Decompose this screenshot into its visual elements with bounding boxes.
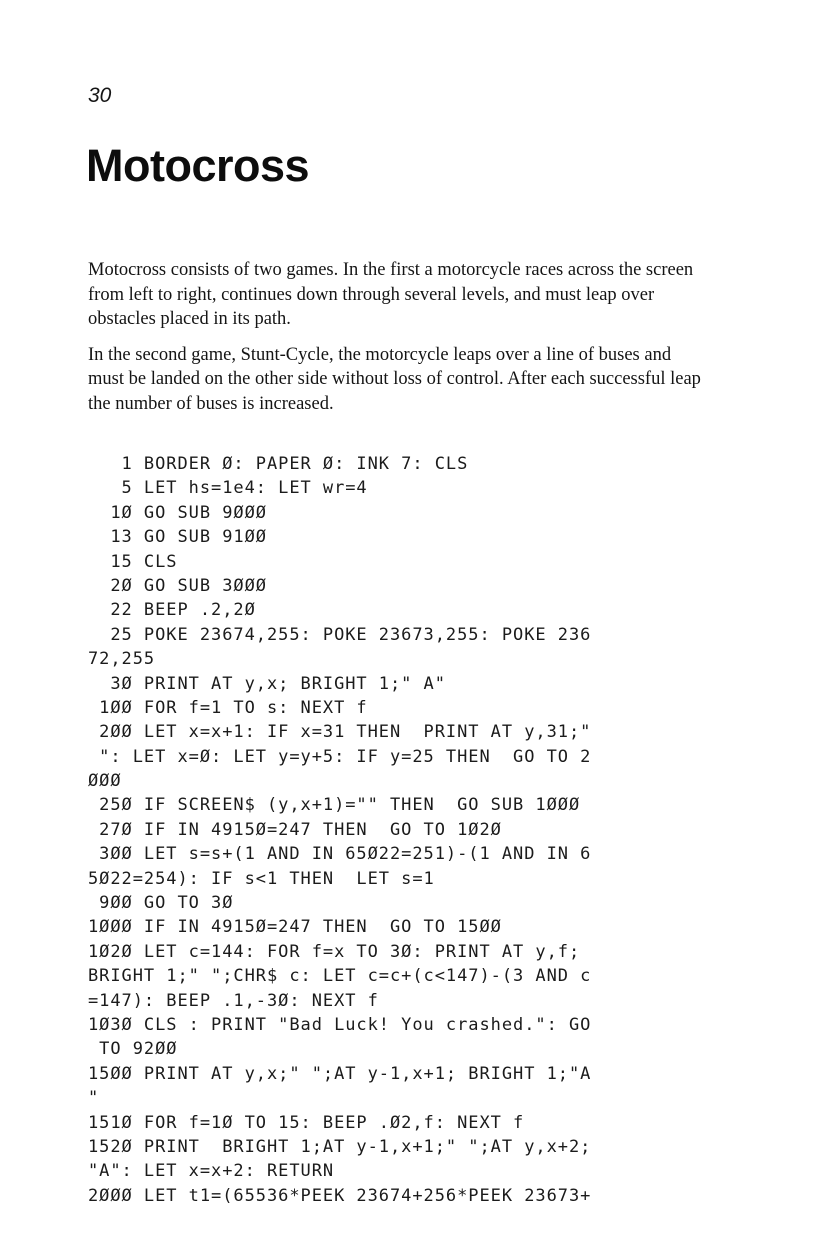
code-line: 1Ø3Ø CLS : PRINT "Bad Luck! You crashed.": GO — [88, 1014, 592, 1035]
code-line: 152Ø PRINT BRIGHT 1;AT y-1,x+1;" ";AT y,x+2; — [88, 1136, 592, 1157]
code-line: TO 92ØØ — [88, 1039, 178, 1060]
code-line: 5Ø22=254): IF s<1 THEN LET s=1 — [88, 868, 435, 889]
code-line: 15 CLS — [88, 551, 178, 572]
code-line: 2ØØØ LET t1=(65536*PEEK 23674+256*PEEK 23673+ — [88, 1185, 592, 1206]
code-line: 1ØØ FOR f=1 TO s: NEXT f — [88, 697, 368, 718]
code-line: 1Ø2Ø LET c=144: FOR f=x TO 3Ø: PRINT AT y,f; — [88, 941, 581, 962]
code-line: 2ØØ LET x=x+1: IF x=31 THEN PRINT AT y,31;" — [88, 722, 592, 743]
code-line: 3ØØ LET s=s+(1 AND IN 65Ø22=251)-(1 AND IN 6 — [88, 844, 592, 865]
code-line: 2Ø GO SUB 3ØØØ — [88, 575, 267, 596]
code-line: ": LET x=Ø: LET y=y+5: IF y=25 THEN GO TO 2 — [88, 746, 592, 767]
code-line: 72,255 — [88, 649, 156, 670]
code-line: 25Ø IF SCREEN$ (y,x+1)="" THEN GO SUB 1ØØØ — [88, 795, 581, 816]
code-line: 1 BORDER Ø: PAPER Ø: INK 7: CLS — [88, 454, 469, 474]
chapter-title: Motocross — [86, 140, 310, 191]
code-line: 13 GO SUB 91ØØ — [88, 527, 267, 548]
intro-text — [88, 258, 708, 427]
intro-paragraph: Motocross consists of two games. In the first a motorcycle races across the screen from left to right, continues down through several levels, and must leap over obstacles placed in its path. — [88, 260, 694, 329]
code-line: "A": LET x=x+2: RETURN — [88, 1161, 335, 1182]
code-line: BRIGHT 1;" ";CHR$ c: LET c=c+(c<147)-(3 AND c — [88, 966, 592, 987]
code-line: 3Ø PRINT AT y,x; BRIGHT 1;" A" — [88, 673, 446, 694]
code-line: 1ØØØ IF IN 4915Ø=247 THEN GO TO 15ØØ — [88, 917, 502, 938]
code-line: 9ØØ GO TO 3Ø — [88, 893, 234, 914]
code-line: 1Ø GO SUB 9ØØØ — [88, 502, 267, 523]
basic-program-listing — [88, 452, 708, 1208]
page-number: 30 — [88, 84, 112, 107]
intro-paragraph: In the second game, Stunt-Cycle, the motorcycle leaps over a line of buses and must be landed on the other side without loss of control. After each successful leap the number of buses is increased. — [88, 344, 701, 414]
code-line: =147): BEEP .1,-3Ø: NEXT f — [88, 990, 379, 1011]
code-line: 22 BEEP .2,2Ø — [88, 600, 256, 621]
code-line: 25 POKE 23674,255: POKE 23673,255: POKE 236 — [88, 624, 592, 645]
code-line: 5 LET hs=1e4: LET wr=4 — [88, 478, 368, 499]
code-line: " — [88, 1088, 100, 1109]
code-line: ØØØ — [88, 771, 122, 792]
code-line: 27Ø IF IN 4915Ø=247 THEN GO TO 1Ø2Ø — [88, 819, 502, 840]
code-line: 151Ø FOR f=1Ø TO 15: BEEP .Ø2,f: NEXT f — [88, 1112, 525, 1133]
code-line: 15ØØ PRINT AT y,x;" ";AT y-1,x+1; BRIGHT 1;"A — [88, 1063, 592, 1084]
